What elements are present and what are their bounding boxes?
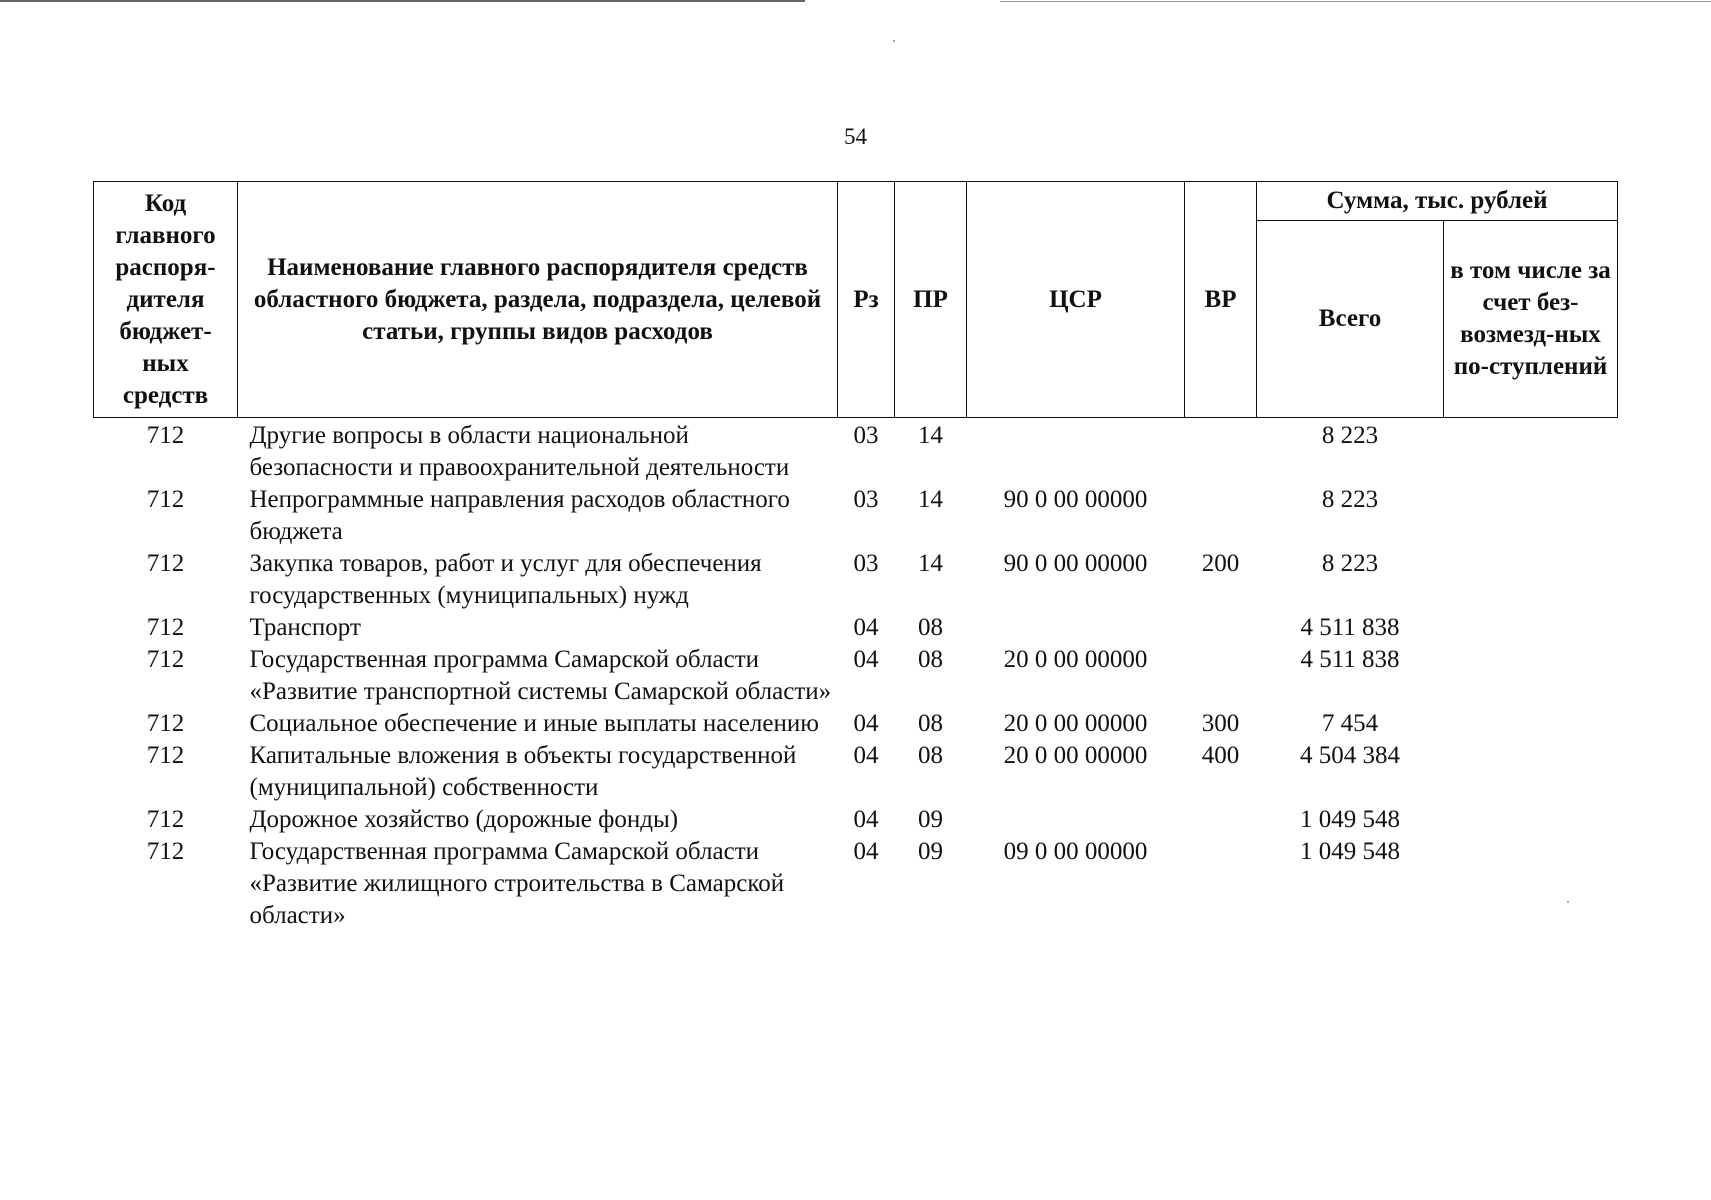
cell-name: Государственная программа Самарской области «Развитие жилищного строительства в Самарской области»: [249, 838, 785, 929]
cell-rz: 04: [853, 614, 879, 641]
cell-rz: 03: [853, 550, 879, 577]
cell-pr: 14: [918, 422, 943, 449]
cell-code: 712: [146, 710, 185, 737]
cell-csr: 90 0 00 00000: [1003, 550, 1148, 577]
cell-vr: [1185, 836, 1257, 932]
cell-code: 712: [146, 742, 185, 769]
cell-free: [1444, 708, 1618, 740]
table-row: [94, 612, 1618, 644]
cell-name: Непрограммные направления расходов областного бюджета: [249, 486, 790, 545]
cell-code: 712: [146, 422, 185, 449]
cell-csr: 20 0 00 00000: [1003, 710, 1148, 737]
cell-total: 4 511 838: [1300, 614, 1400, 641]
cell-vr: [1185, 612, 1257, 644]
cell-vr: [1185, 484, 1257, 548]
cell-name: Другие вопросы в области национальной безопасности и правоохранительной деятельности: [249, 422, 790, 481]
cell-free: [1444, 740, 1618, 804]
cell-pr: 14: [918, 486, 943, 513]
cell-vr: 400: [1201, 742, 1240, 769]
cell-vr: [1185, 418, 1257, 485]
cell-name: Капитальные вложения в объекты государственной (муниципальной) собственности: [249, 742, 797, 801]
cell-rz: 04: [853, 806, 879, 833]
cell-free: [1444, 418, 1618, 485]
cell-pr: 08: [918, 710, 943, 737]
cell-pr: 14: [918, 550, 943, 577]
cell-csr: 90 0 00 00000: [1003, 486, 1148, 513]
cell-rz: 03: [853, 486, 879, 513]
cell-vr: [1185, 644, 1257, 708]
header-total: Всего: [1257, 221, 1444, 418]
scan-speck: [1567, 901, 1569, 903]
table-body: [94, 418, 1618, 933]
budget-table: [93, 181, 1618, 932]
cell-code: 712: [146, 486, 185, 513]
cell-name: Социальное обеспечение и иные выплаты населению: [249, 710, 819, 737]
cell-rz: 04: [853, 838, 879, 865]
page-number: 54: [844, 124, 867, 149]
cell-pr: 08: [918, 742, 943, 769]
cell-total: 1 049 548: [1300, 806, 1400, 833]
cell-rz: 04: [853, 646, 879, 673]
cell-code: 712: [146, 838, 185, 865]
cell-pr: 09: [918, 838, 943, 865]
cell-code: 712: [146, 614, 185, 641]
cell-free: [1444, 804, 1618, 836]
cell-total: 4 511 838: [1300, 646, 1400, 673]
cell-csr: 20 0 00 00000: [1003, 646, 1148, 673]
cell-code: 712: [146, 806, 185, 833]
header-code: Код главного распоря-дителя бюджет-ных средств: [94, 182, 238, 418]
cell-free: [1444, 548, 1618, 612]
cell-csr: [967, 804, 1185, 836]
header-sum: Сумма, тыс. рублей: [1257, 182, 1618, 221]
cell-total: 1 049 548: [1300, 838, 1400, 865]
cell-csr: 20 0 00 00000: [1003, 742, 1148, 769]
cell-free: [1444, 612, 1618, 644]
table-row: [94, 740, 1618, 804]
scan-speck: [893, 40, 895, 42]
table-row: [94, 548, 1618, 612]
cell-vr: 200: [1201, 550, 1240, 577]
table-row: [94, 804, 1618, 836]
cell-name: Дорожное хозяйство (дорожные фонды): [249, 806, 679, 833]
cell-total: 4 504 384: [1300, 742, 1400, 769]
cell-pr: 09: [918, 806, 943, 833]
cell-total: 7 454: [1321, 710, 1379, 737]
cell-vr: [1185, 804, 1257, 836]
table-row: [94, 708, 1618, 740]
header-rz: Рз: [838, 182, 895, 418]
cell-rz: 04: [853, 710, 879, 737]
header-vr: ВР: [1185, 182, 1257, 418]
header-free: в том числе за счет без-возмезд-ных по-ступлений: [1444, 221, 1618, 418]
cell-code: 712: [146, 646, 185, 673]
table-row: [94, 484, 1618, 548]
cell-vr: 300: [1201, 710, 1240, 737]
cell-code: 712: [146, 550, 185, 577]
cell-total: 8 223: [1321, 550, 1379, 577]
scan-edge-line-right: [1000, 1, 1711, 2]
cell-free: [1444, 644, 1618, 708]
cell-rz: 04: [853, 742, 879, 769]
cell-pr: 08: [918, 646, 943, 673]
cell-pr: 08: [918, 614, 943, 641]
cell-csr: [967, 418, 1185, 485]
table-row: [94, 836, 1618, 932]
header-csr: ЦСР: [967, 182, 1185, 418]
table-row: [94, 644, 1618, 708]
scan-edge-line: [0, 0, 805, 2]
cell-csr: 09 0 00 00000: [1003, 838, 1148, 865]
header-pr: ПР: [895, 182, 967, 418]
cell-total: 8 223: [1321, 422, 1379, 449]
cell-name: Закупка товаров, работ и услуг для обеспечения государственных (муниципальных) нужд: [249, 550, 762, 609]
table-row: [94, 418, 1618, 485]
cell-rz: 03: [853, 422, 879, 449]
cell-csr: [967, 612, 1185, 644]
header-name: Наименование главного распорядителя средств областного бюджета, раздела, подраздела, целевой статьи, группы видов расходов: [238, 182, 838, 418]
cell-total: 8 223: [1321, 486, 1379, 513]
cell-name: Транспорт: [249, 614, 361, 641]
cell-free: [1444, 836, 1618, 932]
table-header: [94, 182, 1618, 418]
cell-free: [1444, 484, 1618, 548]
cell-name: Государственная программа Самарской области «Развитие транспортной системы Самарской области»: [249, 646, 832, 705]
